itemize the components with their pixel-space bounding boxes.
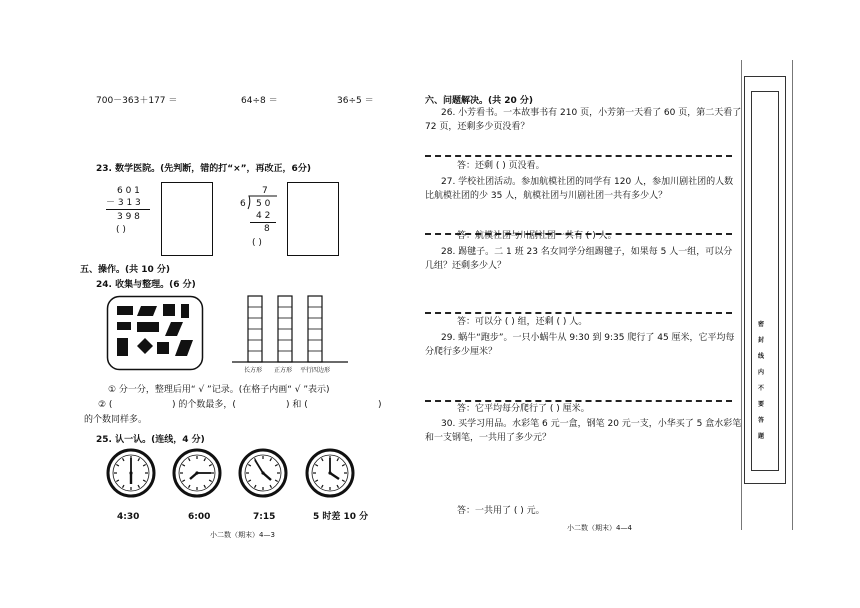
q27-line1: 27. 学校社团活动。参加航模社团的同学有 120 人，参加川剧社团的人数 — [441, 177, 734, 187]
time-label-3: 7:15 — [253, 512, 276, 522]
q23-div-product: 4 2 — [256, 211, 271, 221]
seal-right-line — [792, 60, 793, 530]
q28-line1: 28. 踢毽子。二 1 班 23 名女同学分组踢毽子，如果每 5 人一组，可以分 — [441, 247, 733, 257]
shape-parallelogram — [165, 322, 183, 336]
q23-sub-rule — [106, 209, 150, 210]
shape-parallelogram — [175, 340, 193, 356]
shape-rectangle — [117, 338, 128, 356]
seal-strip — [744, 76, 786, 484]
bar-label-parallelogram: 平行四边形 — [300, 367, 331, 374]
q30-answer[interactable]: 答：一共用了 ( ) 元。 — [457, 506, 545, 516]
q23-div-judge: ( ) — [252, 238, 262, 248]
shape-square — [137, 338, 153, 354]
clock-3 — [240, 450, 286, 496]
q23-title: 23. 数学医院。(先判断，错的打“×”，再改正，6分) — [96, 164, 311, 174]
time-label-1: 4:30 — [117, 512, 140, 522]
seal-char: 要 — [757, 401, 764, 408]
calc-2: 64÷8 ＝ — [241, 96, 278, 106]
q24-q2-part3: ) 和 ( — [286, 400, 308, 410]
q23-sub-line1: 6 0 1 — [117, 186, 140, 196]
shapes-board — [107, 296, 203, 370]
q30-line1: 30. 买学习用品。水彩笔 6 元一盒，钢笔 20 元一支，小华买了 5 盒水彩笔 — [441, 419, 742, 429]
q24-q2-part5: 的个数同样多。 — [84, 415, 148, 425]
tally-grid — [230, 294, 350, 364]
clock-1 — [108, 450, 154, 496]
seal-char: 密 — [757, 321, 764, 328]
q23-sub-line2: － 3 1 3 — [106, 198, 141, 208]
seal-char: 线 — [757, 353, 764, 360]
clock-2 — [174, 450, 220, 496]
q29-line2: 分爬行多少厘米？ — [425, 347, 498, 357]
q26-answer[interactable]: 答：还剩 ( ) 页没看。 — [457, 161, 545, 171]
q23-correction-box-1[interactable] — [161, 182, 213, 256]
bar-label-rectangle: 长方形 — [244, 367, 263, 374]
seal-char: 封 — [757, 337, 764, 344]
q26-line2: 72 页，还剩多少页没看？ — [425, 122, 530, 132]
q23-div-rule — [250, 222, 276, 223]
q23-correction-box-2[interactable] — [287, 182, 339, 256]
left-footer: 小二数（期末）4—3 — [210, 531, 275, 539]
q26-line1: 26. 小芳看书。一本故事书有 210 页，小芳第一天看了 60 页，第二天看了 — [441, 108, 742, 118]
q24-q2-part1: ② ( — [98, 400, 113, 410]
section-5-title: 五、操作。(共 10 分) — [80, 265, 171, 275]
q23-div-remainder: 8 — [264, 224, 270, 234]
q23-div-divisor: 6 — [240, 199, 246, 209]
q28-line2: 几组？还剩多少人？ — [425, 261, 507, 271]
clocks — [104, 446, 404, 506]
seal-text — [757, 317, 765, 445]
q26-separator — [425, 155, 732, 157]
seal-char: 题 — [757, 433, 764, 440]
shape-square — [163, 304, 175, 316]
q23-sub-result: 3 9 8 — [117, 212, 140, 222]
time-label-2: 6:00 — [188, 512, 211, 522]
q28-separator — [425, 312, 732, 314]
shape-square — [157, 342, 169, 354]
shape-rectangle — [137, 322, 159, 332]
q24-q2-part4: ) — [378, 400, 382, 410]
q28-answer[interactable]: 答：可以分 ( ) 组，还剩 ( ) 人。 — [457, 317, 588, 327]
q24-q2-part2: ) 的个数最多，( — [172, 400, 236, 410]
shape-parallelogram — [137, 306, 157, 316]
q23-div-quotient: 7 — [262, 186, 268, 196]
q24-title: 24. 收集与整理。(6 分) — [96, 280, 196, 290]
q27-answer[interactable]: 答：航模社团与川剧社团一共有 ( ) 人。 — [457, 231, 617, 241]
section-6-title: 六、问题解决。(共 20 分) — [425, 96, 534, 106]
seal-char: 不 — [757, 385, 764, 392]
seal-inner-box — [751, 91, 779, 471]
calc-1: 700－363＋177 ＝ — [96, 96, 178, 106]
seal-char: 答 — [757, 417, 764, 424]
shape-rectangle — [117, 322, 131, 330]
bar-label-square: 正方形 — [274, 367, 293, 374]
q30-line2: 和一支钢笔，一共用了多少元？ — [425, 433, 552, 443]
clock-4 — [307, 450, 353, 496]
q27-line2: 比航模社团的少 35 人，航模社团与川剧社团一共有多少人？ — [425, 191, 668, 201]
q29-separator — [425, 400, 732, 402]
shape-rectangle — [181, 304, 189, 318]
q23-div-dividend: 5 0 — [256, 199, 271, 209]
calc-3: 36÷5 ＝ — [337, 96, 374, 106]
seal-char: 内 — [757, 369, 764, 376]
q29-line1: 29. 蜗牛“跑步”。一只小蜗牛从 9:30 到 9:35 爬行了 45 厘米，它平均每 — [441, 333, 735, 343]
seal-left-line — [741, 60, 742, 530]
shape-rectangle — [117, 306, 133, 315]
q23-sub-judge: ( ) — [116, 225, 126, 235]
q24-instruction: ① 分一分，整理后用“ √ ”记录。(在格子内画“ √ ”表示) — [108, 385, 330, 395]
time-label-4: 5 时差 10 分 — [313, 512, 369, 522]
right-footer: 小二数（期末）4—4 — [567, 524, 632, 532]
q25-title: 25. 认一认。(连线，4 分) — [96, 435, 205, 445]
q29-answer[interactable]: 答：它平均每分爬行了 ( ) 厘米。 — [457, 404, 590, 414]
